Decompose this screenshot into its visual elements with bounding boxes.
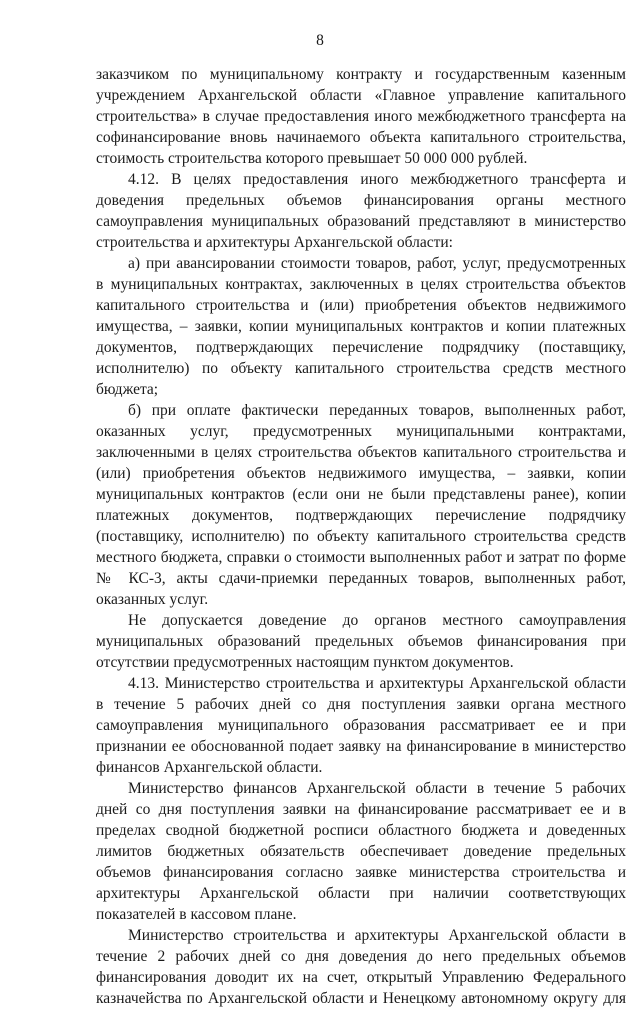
document-body <box>96 64 626 1009</box>
text-line: объемов финансирования согласно заявке министерства строительства и <box>96 863 626 881</box>
text-line: оказанных услуг, предусмотренных муниципальными контрактами, <box>96 422 626 440</box>
text-line: Не допускается доведение до органов местного самоуправления <box>128 611 626 629</box>
text-line: учреждением Архангельской области «Главное управление капитального <box>96 86 626 104</box>
text-line: № КС-3, акты сдачи-приемки переданных товаров, выполненных работ, <box>96 569 626 587</box>
text-line: бюджета; <box>96 380 159 398</box>
text-line: пределах сводной бюджетной росписи областного бюджета и доведенных <box>96 821 626 839</box>
text-line: заключенными в целях строительства объектов капитального строительства и <box>96 443 626 461</box>
text-line: муниципальных образований предельных объемов финансирования при <box>96 632 626 650</box>
text-line: местного бюджета, справки о стоимости выполненных работ и затрат по форме <box>96 548 626 566</box>
text-line: муниципальных контрактов (если они не были представлены ранее), копии <box>96 485 626 503</box>
text-line: течение 2 рабочих дней со дня доведения до него предельных объемов <box>96 947 626 965</box>
text-line: самоуправления муниципального образования рассматривает ее и при <box>96 716 626 734</box>
text-line: заказчиком по муниципальному контракту и государственным казенным <box>96 65 626 83</box>
text-line: платежных документов, подтверждающих перечисление подрядчику <box>96 506 626 524</box>
text-line: строительства» в случае предоставления иного межбюджетного трансферта на <box>96 107 626 125</box>
paragraph <box>96 253 626 400</box>
text-line: имущества, – заявки, копии муниципальных контрактов и копии платежных <box>96 317 626 335</box>
text-line: признании ее обоснованной подает заявку на финансирование в министерство <box>96 737 626 755</box>
text-line: строительства и архитектуры Архангельской области: <box>96 233 453 251</box>
text-line: Министерство строительства и архитектуры Архангельской области в <box>128 926 626 944</box>
page-number: 8 <box>316 32 324 49</box>
text-line: стоимость строительства которого превышает 50 000 000 рублей. <box>96 149 528 167</box>
text-line: документов, подтверждающих перечисление подрядчику (поставщику, <box>96 338 626 356</box>
text-line: оказанных услуг. <box>96 590 209 608</box>
text-line: финансирования доводит их на счет, открытый Управлению Федерального <box>96 968 626 986</box>
paragraph <box>96 610 626 673</box>
paragraph <box>96 400 626 610</box>
text-line: в муниципальных контрактах, заключенных в целях строительства объектов <box>96 275 626 293</box>
text-line: лимитов бюджетных обязательств обеспечивает доведение предельных <box>96 842 626 860</box>
paragraph <box>96 673 626 778</box>
text-line: (или) приобретения объектов недвижимого имущества, – заявки, копии <box>96 464 626 482</box>
paragraph <box>96 169 626 253</box>
paragraph <box>96 64 626 169</box>
paragraph <box>96 925 626 1009</box>
text-line: финансов Архангельской области. <box>96 758 323 776</box>
text-line: 4.13. Министерство строительства и архитектуры Архангельской области <box>128 674 626 692</box>
text-line: самоуправления муниципальных образований представляют в министерство <box>96 212 626 230</box>
text-line: казначейства по Архангельской области и Ненецкому автономному округу для <box>96 989 626 1007</box>
text-line: исполнителю) по объекту капитального строительства средств местного <box>96 359 626 377</box>
text-line: б) при оплате фактически переданных товаров, выполненных работ, <box>128 401 626 419</box>
text-line: показателей в кассовом плане. <box>96 905 297 923</box>
text-line: доведения предельных объемов финансирования органы местного <box>96 191 626 209</box>
paragraph <box>96 778 626 925</box>
text-line: софинансирование вновь начинаемого объекта капитального строительства, <box>96 128 626 146</box>
text-line: Министерство финансов Архангельской области в течение 5 рабочих <box>128 779 626 797</box>
text-line: а) при авансировании стоимости товаров, работ, услуг, предусмотренных <box>128 254 626 272</box>
text-line: (поставщику, исполнителю) по объекту капитального строительства средств <box>96 527 626 545</box>
text-line: отсутствии предусмотренных настоящим пунктом документов. <box>96 653 514 671</box>
text-line: в течение 5 рабочих дней со дня поступления заявки органа местного <box>96 695 626 713</box>
text-line: архитектуры Архангельской области при наличии соответствующих <box>96 884 626 902</box>
text-line: дней со дня поступления заявки на финансирование рассматривает ее и в <box>96 800 626 818</box>
text-line: капитального строительства и (или) приобретения объектов недвижимого <box>96 296 626 314</box>
text-line: 4.12. В целях предоставления иного межбюджетного трансферта и <box>128 170 626 188</box>
